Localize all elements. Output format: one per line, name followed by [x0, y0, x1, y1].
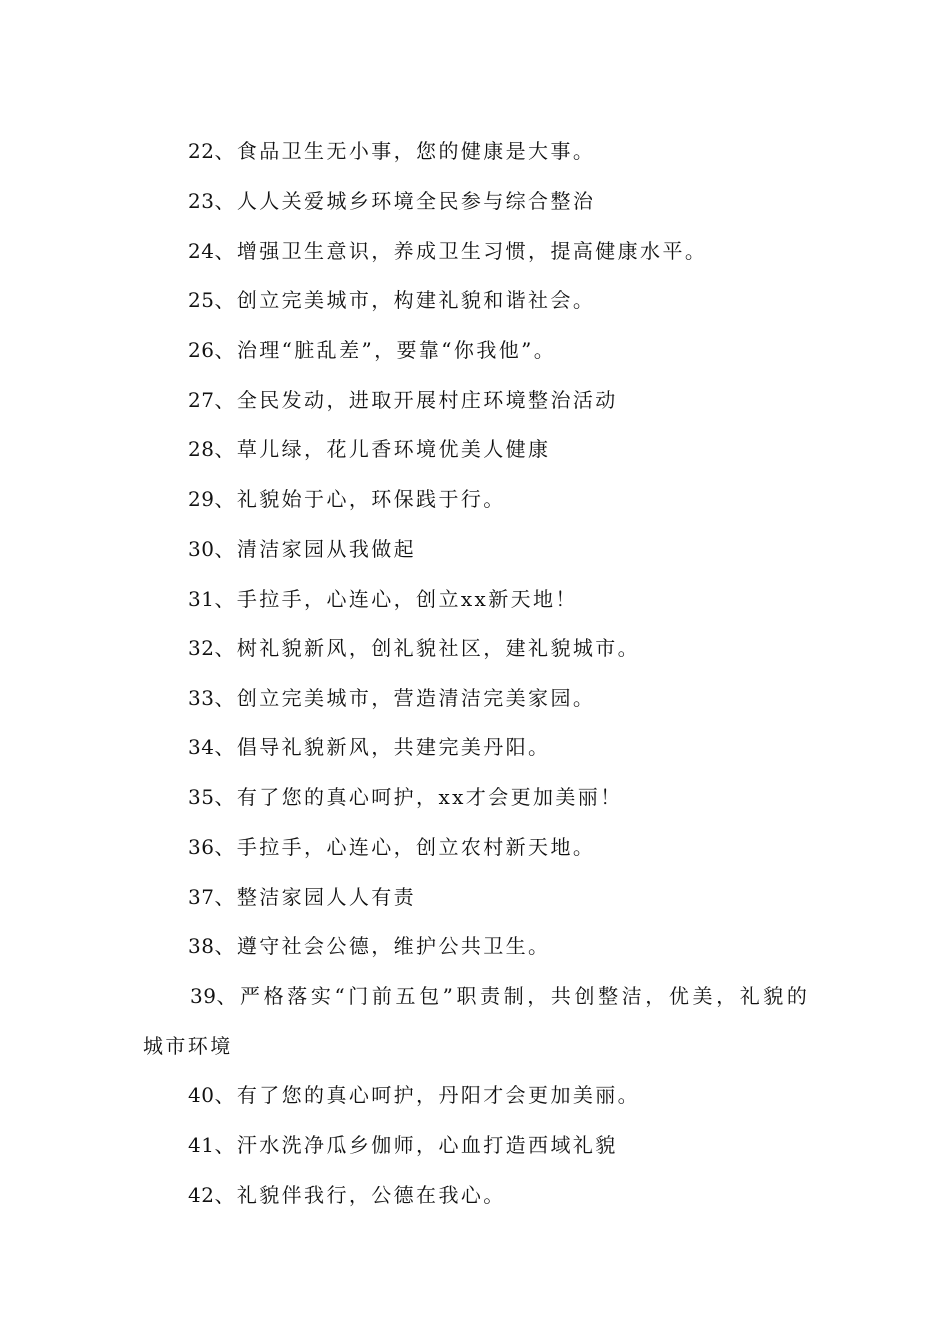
slogan-text: 、人人关爱城乡环境全民参与综合整治	[214, 189, 596, 213]
slogan-number: 32	[188, 636, 215, 660]
slogan-text: 城市环境	[143, 1034, 233, 1058]
slogan-text: 、手拉手，心连心，创立农村新天地。	[214, 835, 596, 859]
slogan-line-42	[0, 1180, 950, 1210]
slogan-number: 24	[188, 239, 215, 263]
slogan-line-30	[0, 534, 950, 564]
slogan-number: 29	[188, 487, 215, 511]
slogan-line-34	[0, 732, 950, 762]
slogan-number: 26	[188, 338, 215, 362]
slogan-number: 33	[188, 686, 215, 710]
slogan-number: 22	[188, 139, 215, 163]
slogan-number: 23	[188, 189, 215, 213]
slogan-number: 35	[188, 785, 215, 809]
slogan-number: 42	[188, 1183, 215, 1207]
slogan-line-33	[0, 683, 950, 713]
slogan-text: 、草儿绿，花儿香环境优美人健康	[214, 437, 551, 461]
slogan-text: 、治理“脏乱差”，要靠“你我他”。	[214, 338, 557, 362]
slogan-line-41	[0, 1130, 950, 1160]
slogan-text: 、手拉手，心连心，创立xx新天地！	[214, 587, 578, 611]
slogan-text: 、树礼貌新风，创礼貌社区，建礼貌城市。	[214, 636, 641, 660]
slogan-text: 、创立完美城市，营造清洁完美家园。	[214, 686, 596, 710]
slogan-text: 、有了您的真心呵护，xx才会更加美丽！	[214, 785, 623, 809]
slogan-line-32	[0, 633, 950, 663]
slogan-text: 、汗水洗净瓜乡伽师，心血打造西域礼貌	[214, 1133, 618, 1157]
slogan-number: 30	[188, 537, 215, 561]
slogan-text: 、增强卫生意识，养成卫生习惯，提高健康水平。	[214, 239, 708, 263]
slogan-number: 37	[188, 885, 215, 909]
slogan-line-37	[0, 882, 950, 912]
slogan-number: 38	[188, 934, 215, 958]
slogan-text: 、礼貌始于心，环保践于行。	[214, 487, 506, 511]
slogan-number: 40	[188, 1083, 215, 1107]
slogan-line-39-continued	[0, 1031, 950, 1061]
slogan-line-29	[0, 484, 950, 514]
slogan-number: 39	[190, 984, 217, 1008]
slogan-number: 27	[188, 388, 215, 412]
slogan-number: 31	[188, 587, 215, 611]
slogan-line-40	[0, 1080, 950, 1110]
slogan-text: 、倡导礼貌新风，共建完美丹阳。	[214, 735, 551, 759]
slogan-number: 36	[188, 835, 215, 859]
slogan-number: 34	[188, 735, 215, 759]
slogan-number: 28	[188, 437, 215, 461]
slogan-line-27	[0, 385, 950, 415]
slogan-text: 、遵守社会公德，维护公共卫生。	[214, 934, 551, 958]
slogan-line-35	[0, 782, 950, 812]
slogan-line-24	[0, 236, 950, 266]
slogan-number: 25	[188, 288, 215, 312]
slogan-line-38	[0, 931, 950, 961]
slogan-line-39	[0, 981, 950, 1011]
slogan-text: 、严格落实“门前五包”职责制，共创整洁，优美，礼貌的	[216, 984, 811, 1008]
slogan-text: 、整洁家园人人有责	[214, 885, 417, 909]
slogan-line-23	[0, 186, 950, 216]
slogan-text: 、创立完美城市，构建礼貌和谐社会。	[214, 288, 596, 312]
slogan-text: 、全民发动，进取开展村庄环境整治活动	[214, 388, 618, 412]
slogan-line-31	[0, 584, 950, 614]
slogan-text: 、清洁家园从我做起	[214, 537, 417, 561]
slogan-line-36	[0, 832, 950, 862]
slogan-line-26	[0, 335, 950, 365]
slogan-text: 、礼貌伴我行，公德在我心。	[214, 1183, 506, 1207]
slogan-number: 41	[188, 1133, 215, 1157]
slogan-line-22	[0, 136, 950, 166]
slogan-line-25	[0, 285, 950, 315]
slogan-text: 、食品卫生无小事，您的健康是大事。	[214, 139, 596, 163]
slogan-text: 、有了您的真心呵护，丹阳才会更加美丽。	[214, 1083, 641, 1107]
slogan-line-28	[0, 434, 950, 464]
